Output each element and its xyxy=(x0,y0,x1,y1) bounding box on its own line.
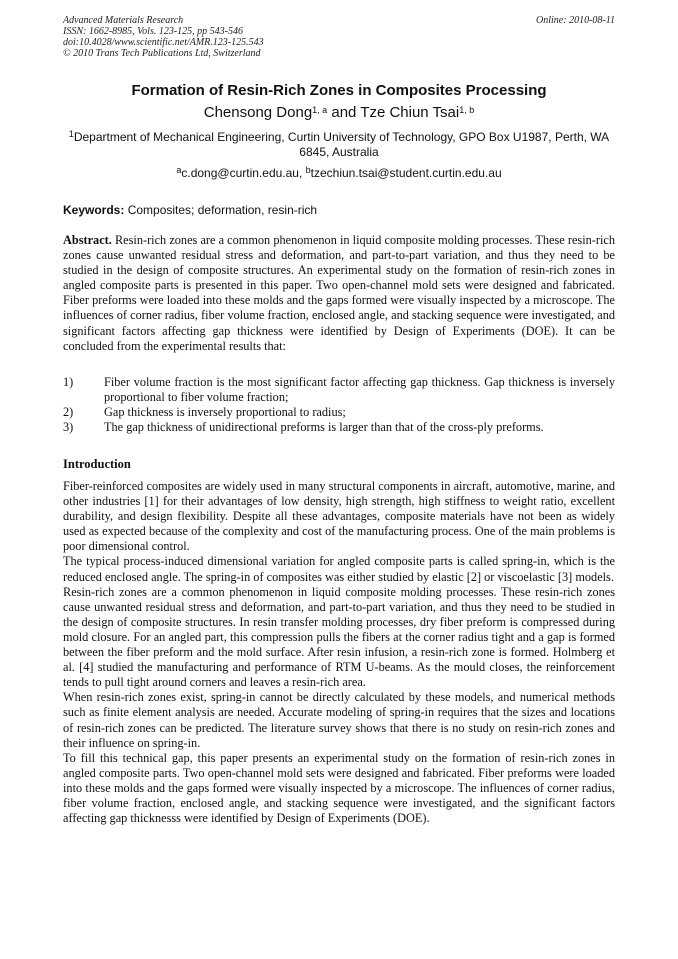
journal-name: Advanced Materials Research xyxy=(63,15,184,26)
author-conjunction: and xyxy=(327,104,361,121)
list-item xyxy=(63,375,615,405)
list-item xyxy=(63,405,615,420)
paragraph: The typical process-induced dimensional variation for angled composite parts is called spring-in, which is the reduced enclosed angle. The spring-in of composites was either studied by elastic [2] or viscoelastic [3] models. xyxy=(63,554,615,584)
paper-title: Formation of Resin-Rich Zones in Composites Processing xyxy=(131,82,547,99)
list-item-text: The gap thickness of unidirectional preforms is larger than that of the cross-ply preforms. xyxy=(104,420,544,435)
list-item-text: Gap thickness is inversely proportional to radius; xyxy=(104,405,346,420)
introduction-heading: Introduction xyxy=(63,457,131,471)
abstract-text: Resin-rich zones are a common phenomenon in liquid composite molding processes. These resin-rich zones cause unwanted residual stress and deformation, and part-to-part variation, and thus they need to be studied in the design of composite structures. An experimental study on the formation of resin-rich zones in angled composite parts is presented in this paper. Two open-channel mold sets were designed and fabricated. Fiber preforms were loaded into these molds and the gaps formed were visually inspected by a microscope. The influences of corner radius, fiber volume fraction, enclosed angle, and stacking sequence were investigated, and significant factors affecting gap thickness were identified by Design of Experiments (DOE). It can be concluded from the experimental results that: xyxy=(63,233,615,353)
author-line xyxy=(40,104,638,122)
introduction-body xyxy=(63,479,615,826)
list-item-number: 1) xyxy=(63,375,74,389)
abstract xyxy=(63,233,615,354)
affiliation-marker: 1 xyxy=(68,129,74,139)
doi-line: doi:10.4028/www.scientific.net/AMR.123-125.543 xyxy=(63,37,264,48)
author-1: Chensong Dong xyxy=(203,104,313,121)
abstract-label: Abstract. xyxy=(63,233,112,247)
paragraph: Resin-rich zones are a common phenomenon in liquid composite molding processes. These resin-rich zones cause unwanted residual stress and deformation, and part-to-part variation, and thus they need to be studied in the design of composite structures. In resin transfer molding processes, dry fiber preform is compressed during mold closure. For an angled part, this compression pulls the fibers at the corner radius tight and a gap is formed between the fiber preform and the mold surface. After resin infusion, a resin-rich zone is formed. Holmberg et al. [4] studied the manufacturing and performance of RTM U-beams. As the mould closes, the reinforcement tends to pull tight around corners and leaves a resin-rich area. xyxy=(63,584,615,690)
online-date: Online: 2010-08-11 xyxy=(536,15,615,26)
author-2: Tze Chiun Tsai xyxy=(360,104,460,121)
list-item-number: 2) xyxy=(63,405,74,420)
email-separator: , xyxy=(298,166,306,180)
list-item xyxy=(63,420,615,435)
author-emails xyxy=(62,166,616,181)
keywords xyxy=(63,203,615,218)
author-2-marker: 1, b xyxy=(459,105,475,115)
keywords-text: Composites; deformation, resin-rich xyxy=(124,203,318,217)
email-b-marker: b xyxy=(305,165,311,175)
paragraph: To fill this technical gap, this paper presents an experimental study on the formation of resin-rich zones in angled composite parts. Two open-channel mold sets were designed and fabricated. Fiber preforms were loaded into these molds and the gaps formed were visually inspected by a microscope. The influences of corner radius, fiber volume fraction, enclosed angle, and stacking sequence were investigated, and the significant factors affecting gap thicknesss were identified by Design of Experiments (DOE). xyxy=(63,750,615,826)
list-item-text: Fiber volume fraction is the most significant factor affecting gap thickness. Gap thickness is inversely proportional to fiber volume fraction; xyxy=(104,375,615,405)
keywords-label: Keywords: xyxy=(63,203,125,217)
list-item-number: 3) xyxy=(63,420,74,435)
email-b: tzechiun.tsai@student.curtin.edu.au xyxy=(310,166,502,180)
email-a-marker: a xyxy=(176,165,182,175)
copyright-line: © 2010 Trans Tech Publications Ltd, Switzerland xyxy=(63,48,261,59)
paragraph: When resin-rich zones exist, spring-in cannot be directly calculated by these models, and numerical methods such as finite element analysis are needed. Accurate modeling of spring-in requires that the sizes and locations of resin-rich zones can be predicted. The literature survey shows that there is no study on resin-rich zones and their influence on spring-in. xyxy=(63,690,615,750)
affiliation xyxy=(62,130,616,160)
affiliation-text: Department of Mechanical Engineering, Curtin University of Technology, GPO Box U1987, Perth, WA 6845, Australia xyxy=(73,130,610,159)
paragraph: Fiber-reinforced composites are widely used in many structural components in aircraft, automotive, marine, and other industries [1] for their advantages of low density, high strength, high stiffness to weight ratio, excellent durability, and design flexibility. Despite all these advantages, composite materials have not been as widely used as expected because of the complexity and cost of the manufacturing process. One of the main problems is poor dimensional control. xyxy=(63,479,615,554)
author-1-marker: 1, a xyxy=(312,105,328,115)
issn-line: ISSN: 1662-8985, Vols. 123-125, pp 543-546 xyxy=(63,26,243,37)
journal-header xyxy=(63,15,615,59)
abstract-conclusions-list xyxy=(63,375,615,435)
email-a: c.dong@curtin.edu.au xyxy=(181,166,299,180)
